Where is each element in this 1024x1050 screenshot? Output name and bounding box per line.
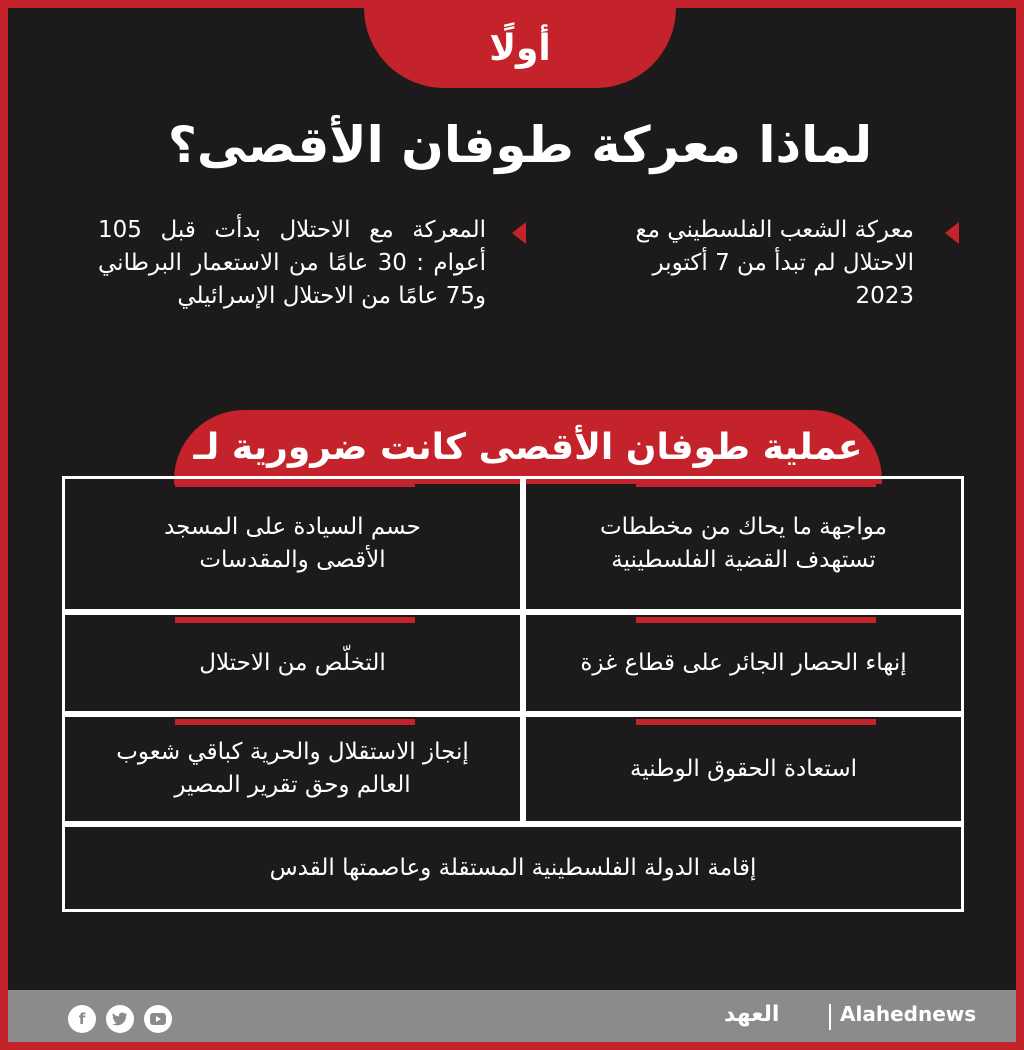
cell-text: استعادة الحقوق الوطنية <box>629 755 858 782</box>
cell-accent-bar <box>175 481 415 487</box>
bullet-arrow-icon <box>512 222 526 244</box>
grid-cell-wide <box>62 824 964 912</box>
cell-text: التخلّص من الاحتلال <box>199 649 386 676</box>
grid-cell <box>62 476 523 612</box>
section-tab <box>174 410 882 484</box>
youtube-icon[interactable] <box>144 1005 172 1033</box>
section-title: عملية طوفان الأقصى كانت ضرورية لـ <box>193 426 863 468</box>
grid-cell <box>523 476 964 612</box>
twitter-icon[interactable] <box>106 1005 134 1033</box>
cell-text: إنجاز الاستقلال والحرية كباقي شعوب العالم وحق تقرير المصير <box>116 739 469 798</box>
main-panel <box>8 8 1016 990</box>
bullet-arrow-icon <box>945 222 959 244</box>
cell-accent-bar <box>175 719 415 725</box>
logo-arabic: العهد <box>724 1002 780 1027</box>
cell-accent-bar <box>636 481 876 487</box>
cell-text: إقامة الدولة الفلسطينية المستقلة وعاصمتها القدس <box>269 854 757 881</box>
cell-accent-bar <box>636 617 876 623</box>
grid-cell <box>62 714 523 824</box>
cell-text: حسم السيادة على المسجد الأقصى والمقدسات <box>164 514 421 573</box>
footer-divider <box>829 1004 831 1030</box>
cell-text: إنهاء الحصار الجائر على قطاع غزة <box>580 649 907 676</box>
cell-text: مواجهة ما يحاك من مخططات تستهدف القضية الفلسطينية <box>600 514 887 573</box>
page-title: لماذا معركة طوفان الأقصى؟ <box>167 116 873 174</box>
brand-name: Alahednews <box>840 1002 977 1026</box>
point-right: معركة الشعب الفلسطيني مع الاحتلال لم تبدأ من 7 أكتوبر 2023 <box>635 217 914 309</box>
cell-accent-bar <box>636 719 876 725</box>
grid-cell <box>62 612 523 714</box>
grid-cell <box>523 612 964 714</box>
point-left: المعركة مع الاحتلال بدأت قبل 105 أعوام : 30 عامًا من الاستعمار البرطاني و75 عامًا من الاحتلال الإسرائيلي <box>98 217 487 309</box>
footer-bar <box>8 990 1016 1042</box>
facebook-icon[interactable]: f <box>68 1005 96 1033</box>
intro-tab-label: أولًا <box>489 27 551 69</box>
footer <box>0 990 1024 1050</box>
grid-cell <box>523 714 964 824</box>
intro-tab <box>364 8 676 88</box>
cell-accent-bar <box>175 617 415 623</box>
